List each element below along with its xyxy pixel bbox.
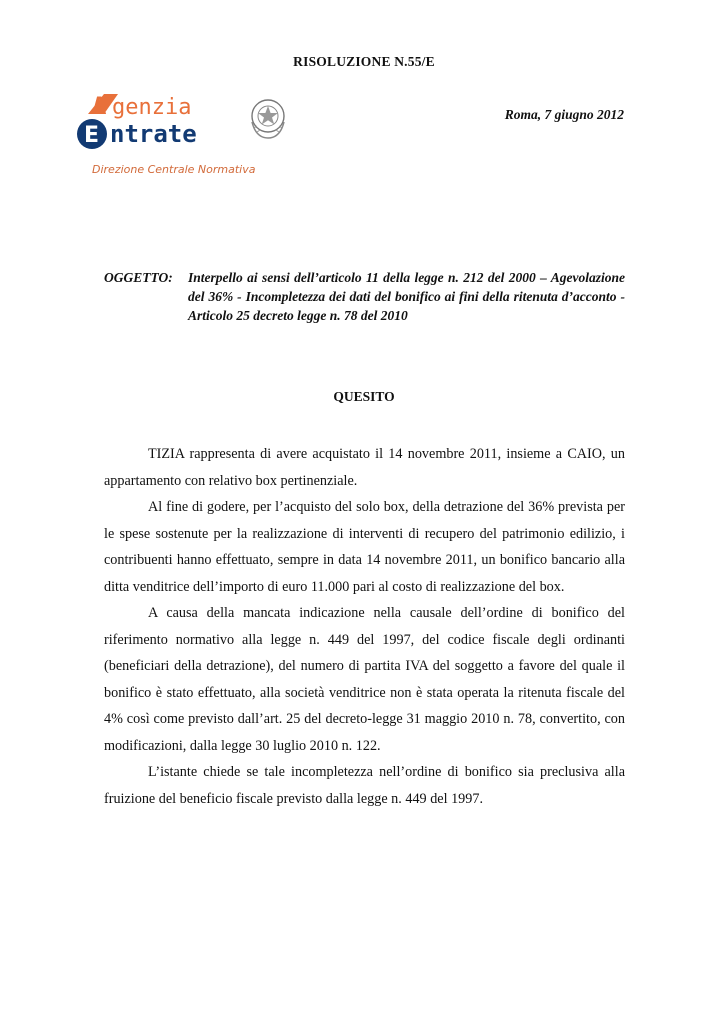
document-body	[104, 441, 625, 812]
logo-word-ntrate: ntrate	[110, 120, 197, 148]
logo-subtitle: Direzione Centrale Normativa	[92, 163, 256, 176]
italian-republic-emblem-icon	[246, 94, 290, 142]
agenzia-entrate-logo	[74, 92, 274, 152]
body-paragraph: TIZIA rappresenta di avere acquistato il 14 novembre 2011, insieme a CAIO, un appartamento con relativo box pertinenziale.	[104, 446, 625, 489]
subject-label: OGGETTO:	[104, 270, 173, 285]
subject-block	[104, 268, 625, 325]
document-title: RISOLUZIONE N.55/E	[293, 54, 435, 69]
section-heading: QUESITO	[333, 389, 395, 404]
document-date: Roma, 7 giugno 2012	[504, 107, 624, 122]
logo-letter-e: E	[84, 123, 100, 148]
body-paragraph: L’istante chiede se tale incompletezza nell’ordine di bonifico sia preclusiva alla fruizione del beneficio fiscale previsto dalla legge n. 449 del 1997.	[104, 764, 625, 807]
logo-letter-a: A	[92, 92, 107, 120]
body-paragraph: Al fine di godere, per l’acquisto del solo box, della detrazione del 36% prevista per le spese sostenute per la realizzazione di interventi di recupero del patrimonio edilizio, i contribuenti hanno effettuato, sempre in data 14 novembre 2011, un bonifico bancario alla ditta venditrice dell’importo di euro 11.000 pari al costo di realizzazione del box.	[104, 499, 625, 595]
body-paragraph: A causa della mancata indicazione nella causale dell’ordine di bonifico del riferimento normativo alla legge n. 449 del 1997, del codice fiscale degli ordinanti (beneficiari della detrazione), del numero di partita IVA del soggetto a favore del quale il bonifico è stato effettuato, alla società venditrice non è stata operata la ritenuta fiscale del 4% così come previsto dall’art. 25 del decreto-legge 31 maggio 2010 n. 78, convertito, con modificazioni, dalla legge 30 luglio 2010 n. 122.	[104, 605, 625, 754]
logo-word-genzia: genzia	[112, 95, 192, 120]
subject-text: Interpello ai sensi dell’articolo 11 della legge n. 212 del 2000 – Agevolazione del 36% - Incompletezza dei dati del bonifico ai fini della ritenuta d’acconto - Articolo 25 decreto legge n. 78 del 2010	[188, 270, 625, 323]
